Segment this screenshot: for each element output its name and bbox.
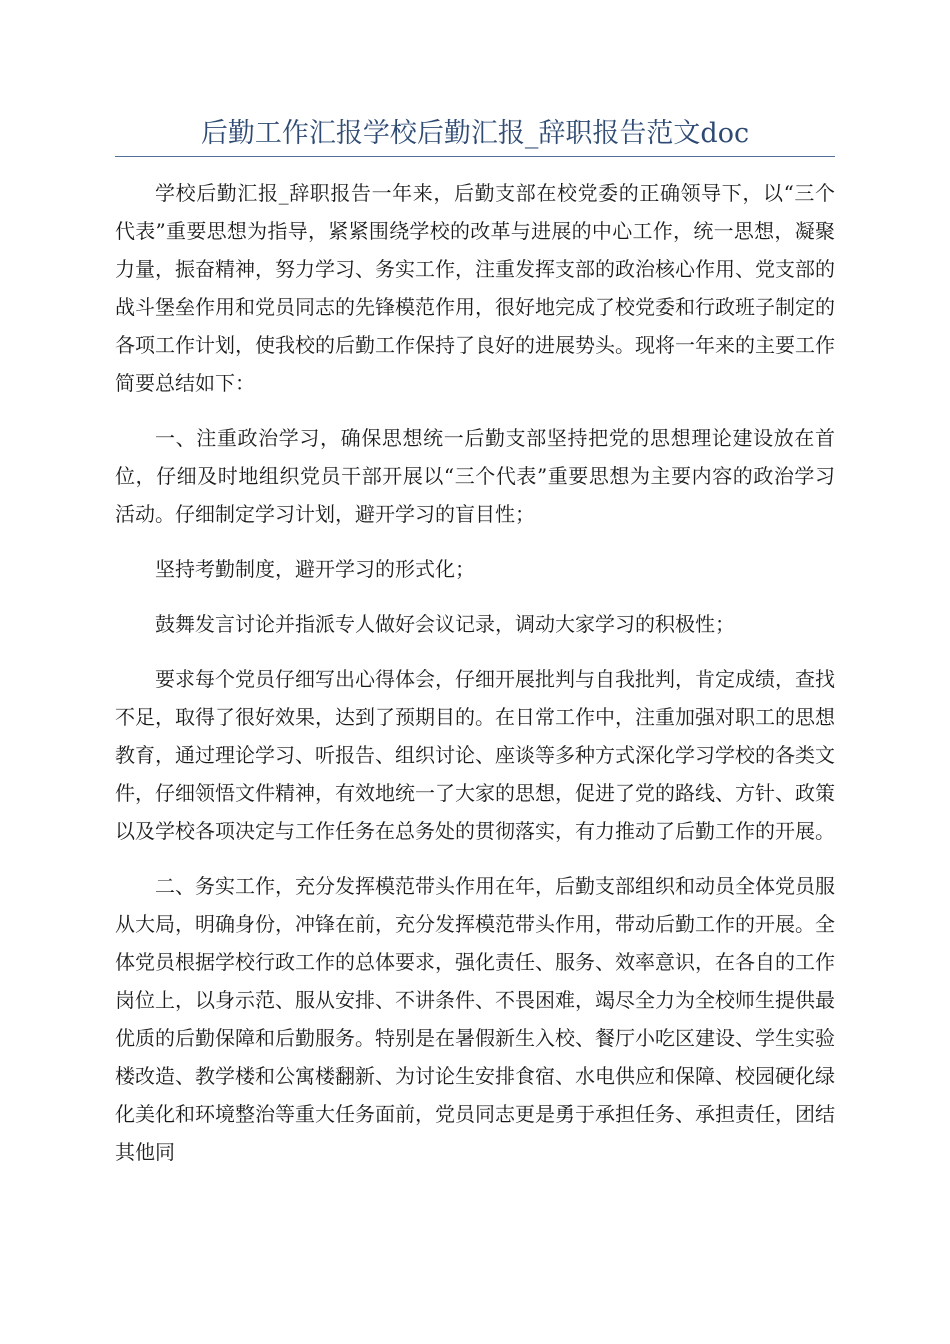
paragraph-discussion: 鼓舞发言讨论并指派专人做好会议记录，调动大家学习的积极性； [155,612,735,636]
paragraph-intro: 学校后勤汇报_辞职报告一年来，后勤支部在校党委的正确领导下，以“三个代表”重要思想为指导，紧紧围绕学校的改革与进展的中心工作，统一思想，凝聚力量，振奋精神，努力学习、务实工作，注重发挥支部的政治核心作用、党支部的战斗堡垒作用和党员同志的先锋模范作用，很好地完成了校党委和行政班子制定的各项工作计划，使我校的后勤工作保持了良好的进展势头。现将一年来的主要工作简要总结如下： [115,181,835,395]
paragraph-practical-work: 二、务实工作，充分发挥模范带头作用在年，后勤支部组织和动员全体党员服从大局，明确身份，冲锋在前，充分发挥模范带头作用，带动后勤工作的开展。全体党员根据学校行政工作的总体要求，强化责任、服务、效率意识，在各自的工作岗位上，以身示范、服从安排、不讲条件、不畏困难，竭尽全力为全校师生提供最优质的后勤保障和后勤服务。特别是在暑假新生入校、餐厅小吃区建设、学生实验楼改造、教学楼和公寓楼翻新、为讨论生安排食宿、水电供应和保障、校园硬化绿化美化和环境整治等重大任务面前，党员同志更是勇于承担任务、承担责任，团结其他同 [115,874,835,1164]
document-title: 后勤工作汇报学校后勤汇报_辞职报告范文doc [115,112,835,157]
paragraph-attendance: 坚持考勤制度，避开学习的形式化； [155,557,475,581]
paragraph-political-study: 一、注重政治学习，确保思想统一后勤支部坚持把党的思想理论建设放在首位，仔细及时地组织党员干部开展以“三个代表”重要思想为主要内容的政治学习活动。仔细制定学习计划，避开学习的盲目性； [115,426,835,526]
paragraph-self-criticism: 要求每个党员仔细写出心得体会，仔细开展批判与自我批判，肯定成绩，查找不足，取得了很好效果，达到了预期目的。在日常工作中，注重加强对职工的思想教育，通过理论学习、听报告、组织讨论、座谈等多种方式深化学习学校的各类文件，仔细领悟文件精神，有效地统一了大家的思想，促进了党的路线、方针、政策以及学校各项决定与工作任务在总务处的贯彻落实，有力推动了后勤工作的开展。 [115,667,835,843]
document-body [115,174,835,1188]
